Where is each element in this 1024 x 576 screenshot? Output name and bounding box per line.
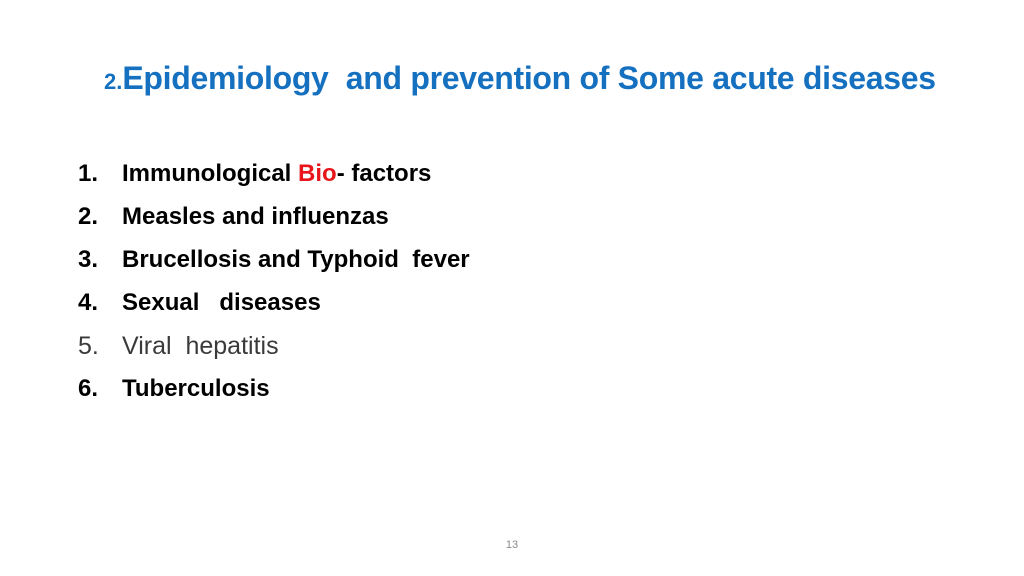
list-item-number: 5. [78,332,99,360]
list-item [78,154,470,197]
label-part-before: Immunological [122,160,299,187]
title-text: Epidemiology and prevention of Some acute diseases [122,60,936,96]
list-item-label: Tuberculosis [122,375,270,402]
label-part-after: - factors [336,160,432,187]
slide-title [104,62,936,94]
list-item-number: 3. [78,246,99,273]
list-item-label: Brucellosis and Typhoid fever [122,246,470,273]
list-item-number: 1. [78,160,99,187]
list-item-number: 6. [78,375,99,402]
list-item-label: Viral hepatitis [122,332,279,360]
list-item [78,197,470,240]
label-highlight-bio: Bio [298,160,337,187]
list-item-label: Sexual diseases [122,289,321,316]
list-item [78,369,470,412]
list-item-number: 2. [78,203,99,230]
list-item-number: 4. [78,289,99,316]
page-number: 13 [505,539,519,551]
list-item-label: Measles and influenzas [122,203,389,230]
list-item [78,240,470,283]
list-item [78,326,470,369]
list-item-label [122,154,431,194]
topic-list [78,154,470,412]
title-number: 2. [104,69,123,94]
list-item [78,283,470,326]
